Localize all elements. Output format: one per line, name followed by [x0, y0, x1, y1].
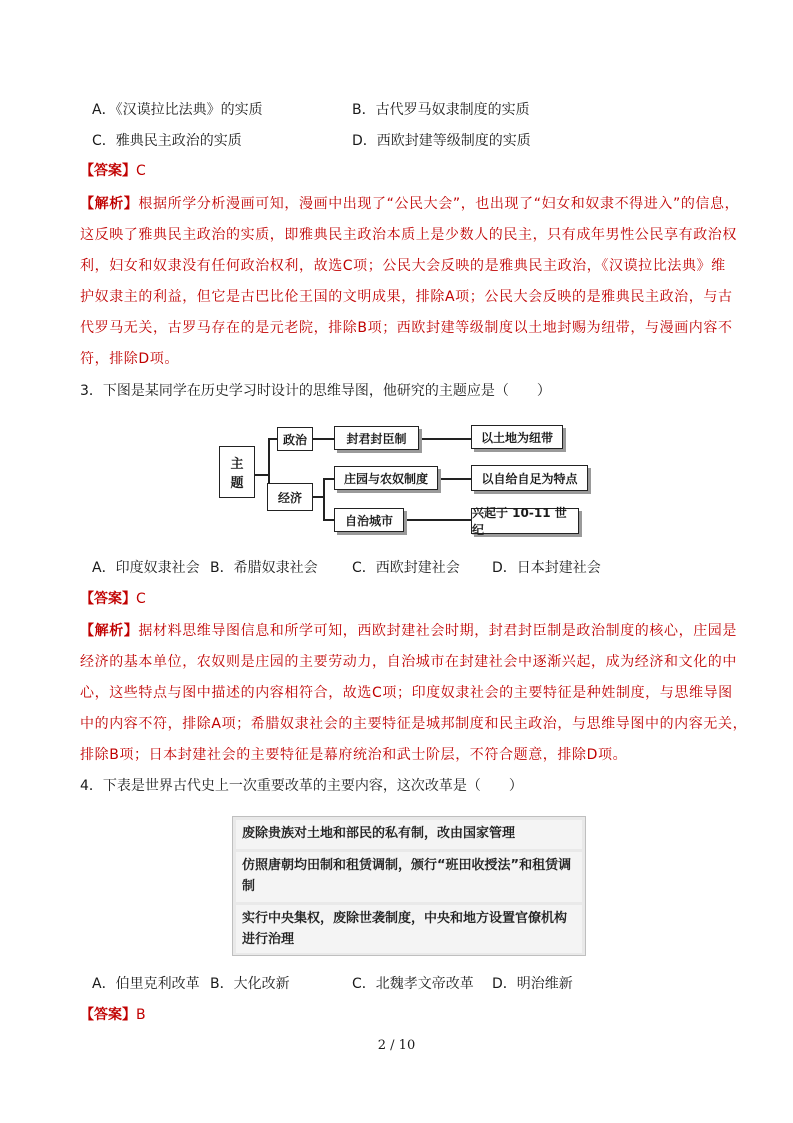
analysis-line: 【解析】根据所学分析漫画可知，漫画中出现了“公民大会”，也出现了“妇女和奴隶不得进入”的信息， — [80, 196, 740, 212]
q2-option-c: C．雅典民主政治的实质 — [92, 133, 242, 149]
reform-table — [232, 816, 586, 956]
analysis-line: 这反映了雅典民主政治的实质，即雅典民主政治本质上是少数人的民主，只有成年男性公民享有政治权 — [80, 227, 737, 243]
answer-tag: 【答案】 — [80, 591, 136, 607]
analysis-line: 排除B项；日本封建社会的主要特征是幕府统治和武士阶层，不符合题意，排除D项。 — [80, 747, 628, 763]
q4-option-d: D．明治维新 — [492, 976, 573, 992]
analysis-line: 利，妇女和奴隶没有任何政治权利，故选C项；公民大会反映的是雅典民主政治，《汉谟拉比法典》维 — [80, 258, 726, 274]
answer-value: C — [136, 591, 146, 607]
answer-value: C — [136, 163, 146, 179]
analysis-line: 符，排除D项。 — [80, 351, 179, 367]
answer-tag: 【答案】 — [80, 163, 136, 179]
q4-option-b: B．大化改新 — [210, 976, 290, 992]
q3-option-c: C．西欧封建社会 — [352, 560, 460, 576]
q4-answer — [80, 1005, 146, 1025]
analysis-line: 中的内容不符，排除A项；希腊奴隶社会的主要特征是城邦制度和民主政治，与思维导图中的内容无关， — [80, 716, 748, 732]
mindmap-self-sufficient: 以自给自足为特点 — [471, 465, 588, 491]
mindmap-autonomous-city: 自治城市 — [334, 508, 404, 532]
q3-option-a: A．印度奴隶社会 — [92, 560, 200, 576]
q2-option-d: D．西欧封建等级制度的实质 — [352, 133, 531, 149]
q2-answer — [80, 161, 146, 181]
q2-option-a: A．《汉谟拉比法典》的实质 — [92, 102, 263, 118]
analysis-line: 心，这些特点与图中描述的内容相符合，故选C项；印度奴隶社会的主要特征是种姓制度，与思维导图 — [80, 685, 733, 701]
answer-value: B — [136, 1007, 146, 1023]
q4-option-a: A．伯里克利改革 — [92, 976, 200, 992]
mindmap-economy: 经济 — [267, 483, 313, 511]
table-row: 实行中央集权，废除世袭制度，中央和地方设置官僚机构进行治理 — [236, 905, 582, 953]
mindmap-politics: 政治 — [277, 427, 313, 451]
mindmap-land-bond: 以土地为纽带 — [471, 425, 563, 449]
analysis-line: 经济的基本单位，农奴则是庄园的主要劳动力，自治城市在封建社会中逐渐兴起，成为经济和文化的中 — [80, 654, 737, 670]
mindmap-root: 主 题 — [219, 446, 255, 498]
mindmap-manor-serfdom: 庄园与农奴制度 — [334, 466, 438, 490]
q4-stem: 4．下表是世界古代史上一次重要改革的主要内容，这次改革是（ ） — [80, 778, 523, 794]
page-number: 2 / 10 — [377, 1038, 416, 1053]
analysis-line: 【解析】据材料思维导图信息和所学可知，西欧封建社会时期，封君封臣制是政治制度的核心，庄园是 — [80, 623, 738, 639]
analysis-line: 代罗马无关，古罗马存在的是元老院，排除B项；西欧封建等级制度以土地封赐为纽带，与漫画内容不 — [80, 320, 733, 336]
mindmap-feudal-system: 封君封臣制 — [334, 426, 419, 450]
q3-option-b: B．希腊奴隶社会 — [210, 560, 318, 576]
table-row: 仿照唐朝均田制和租赁调制，颁行“班田收授法”和租赁调制 — [236, 852, 582, 902]
q3-stem: 3．下图是某同学在历史学习时设计的思维导图，他研究的主题应是（ ） — [80, 383, 551, 399]
q3-option-d: D．日本封建社会 — [492, 560, 601, 576]
mindmap-rise-period: 兴起于 10-11 世纪 — [471, 508, 579, 534]
table-row: 废除贵族对土地和部民的私有制，改由国家管理 — [236, 820, 582, 849]
analysis-tag: 【解析】 — [80, 196, 139, 212]
answer-tag: 【答案】 — [80, 1007, 136, 1023]
analysis-tag: 【解析】 — [80, 623, 139, 639]
q3-answer — [80, 589, 146, 609]
q4-option-c: C．北魏孝文帝改革 — [352, 976, 474, 992]
q2-option-b: B．古代罗马奴隶制度的实质 — [352, 102, 530, 118]
analysis-line: 护奴隶主的利益，但它是古巴比伦王国的文明成果，排除A项；公民大会反映的是雅典民主政治，与古 — [80, 289, 733, 305]
